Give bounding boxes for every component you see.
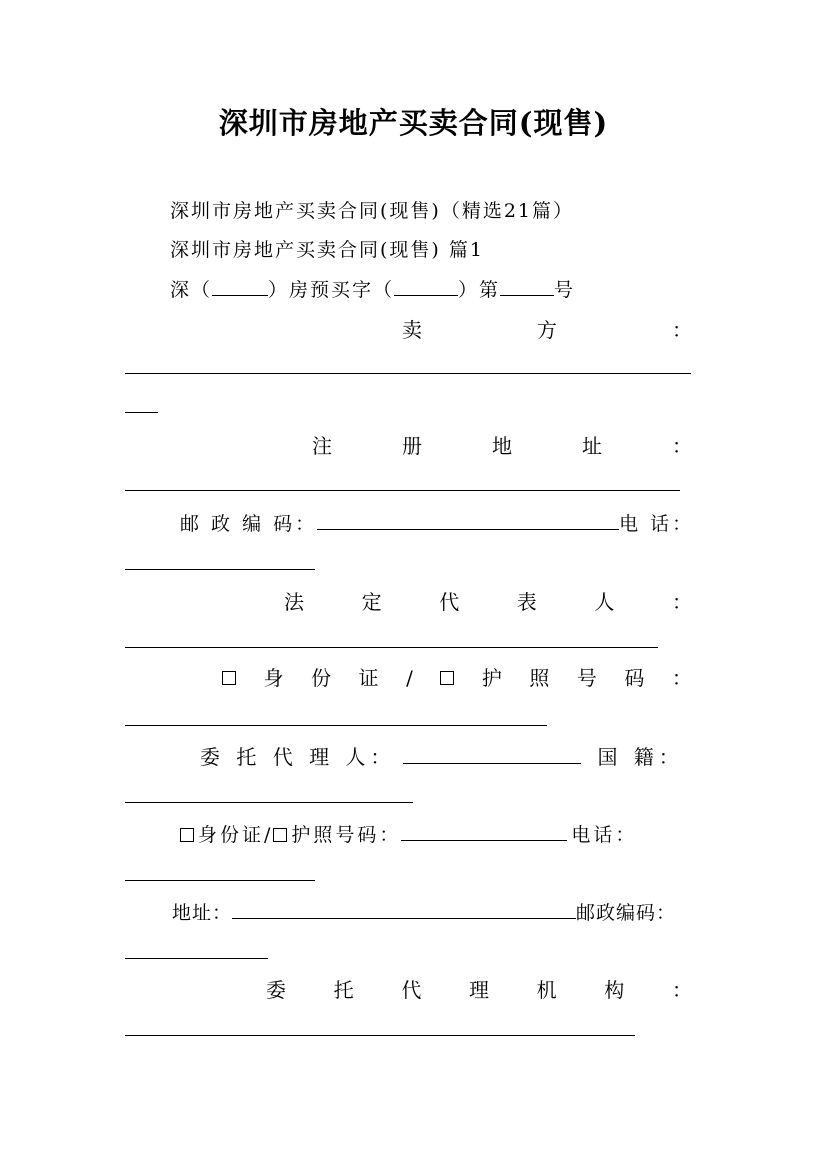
agency-char-5: 机 <box>536 978 557 1002</box>
postcode-phone-line <box>180 511 694 536</box>
page-title: 深圳市房地产买卖合同(现售) <box>218 106 609 140</box>
phone-label: 电 话： <box>619 513 695 535</box>
id-char-5: 护 <box>481 666 502 690</box>
id-char-7: 号 <box>576 666 597 690</box>
legal-representative-field[interactable] <box>125 647 658 648</box>
agency-field[interactable] <box>125 1035 635 1036</box>
serial-blank[interactable] <box>500 277 554 296</box>
nationality-field[interactable] <box>125 802 413 803</box>
agent-address-field[interactable] <box>232 900 576 919</box>
id-char-8: 码 <box>624 666 645 690</box>
nationality-label: 国 籍： <box>597 745 684 769</box>
agent-label: 委 托 代 理 人： <box>200 745 396 769</box>
seller-field-line-1[interactable] <box>125 373 691 374</box>
id-passport-label <box>222 666 692 690</box>
id-char-1: 身 <box>263 666 284 690</box>
address-colon: ： <box>672 434 692 458</box>
id-char-2: 份 <box>311 666 332 690</box>
seller-colon: ： <box>672 318 692 342</box>
seller-char-2: 方 <box>537 318 557 342</box>
address-char-4: 址 <box>582 434 602 458</box>
agent-postcode-label: 邮政编码： <box>576 902 677 924</box>
legal-representative-label <box>284 590 692 614</box>
number-mid2: ）第 <box>458 279 501 301</box>
agency-char-1: 委 <box>266 978 286 1002</box>
agent-phone-label: 电话： <box>571 824 638 846</box>
agent-field[interactable] <box>403 745 581 764</box>
contract-number-line <box>170 277 575 302</box>
seller-label <box>402 318 692 342</box>
id-char-3: 证 <box>358 666 379 690</box>
number-suffix: 号 <box>554 279 576 301</box>
agent-id-field[interactable] <box>401 822 567 841</box>
legal-rep-char-4: 表 <box>516 590 537 614</box>
agent-address-label: 地址： <box>172 902 233 924</box>
collection-line: 深圳市房地产买卖合同(现售)（精选21篇） <box>170 200 575 222</box>
agent-nationality-line <box>200 745 684 769</box>
id-char-4: / <box>406 666 413 690</box>
id-card-checkbox[interactable] <box>222 671 236 685</box>
passport-checkbox[interactable] <box>440 671 454 685</box>
postcode-label: 邮 政 编 码： <box>180 513 318 535</box>
district-blank[interactable] <box>212 277 268 296</box>
seller-field-line-2[interactable] <box>125 412 158 413</box>
agent-phone-field[interactable] <box>125 880 315 881</box>
piece-line: 深圳市房地产买卖合同(现售) 篇1 <box>170 239 484 261</box>
id-passport-field[interactable] <box>125 725 547 726</box>
postcode-field[interactable] <box>317 511 619 530</box>
id-colon: ： <box>671 666 692 690</box>
agency-char-3: 代 <box>401 978 422 1002</box>
seller-char-1: 卖 <box>402 318 422 342</box>
agency-colon: ： <box>671 978 692 1002</box>
agent-id-phone-line <box>180 822 637 847</box>
agent-postcode-field[interactable] <box>125 958 268 959</box>
address-char-1: 注 <box>312 434 332 458</box>
presale-blank[interactable] <box>394 277 458 296</box>
legal-rep-char-1: 法 <box>284 590 304 614</box>
legal-rep-char-5: 人 <box>594 590 615 614</box>
agent-id-card-checkbox[interactable] <box>180 828 194 842</box>
legal-rep-char-3: 代 <box>439 590 460 614</box>
registered-address-field[interactable] <box>125 490 680 491</box>
phone-field[interactable] <box>125 569 315 570</box>
address-char-3: 地 <box>492 434 512 458</box>
agent-id-label-2: 护照号码： <box>291 824 402 846</box>
agent-id-label-1: 身份证/ <box>198 824 274 846</box>
agency-char-6: 构 <box>604 978 625 1002</box>
legal-rep-char-2: 定 <box>361 590 382 614</box>
agency-char-4: 理 <box>468 978 489 1002</box>
agency-char-2: 托 <box>333 978 354 1002</box>
number-mid: ）房预买字（ <box>268 279 395 301</box>
id-char-6: 照 <box>529 666 550 690</box>
agency-label <box>266 978 692 1002</box>
legal-rep-colon: ： <box>671 590 692 614</box>
agent-address-line <box>172 900 676 925</box>
number-prefix: 深（ <box>170 279 213 301</box>
registered-address-label <box>312 434 692 458</box>
agent-passport-checkbox[interactable] <box>273 828 287 842</box>
address-char-2: 册 <box>402 434 422 458</box>
